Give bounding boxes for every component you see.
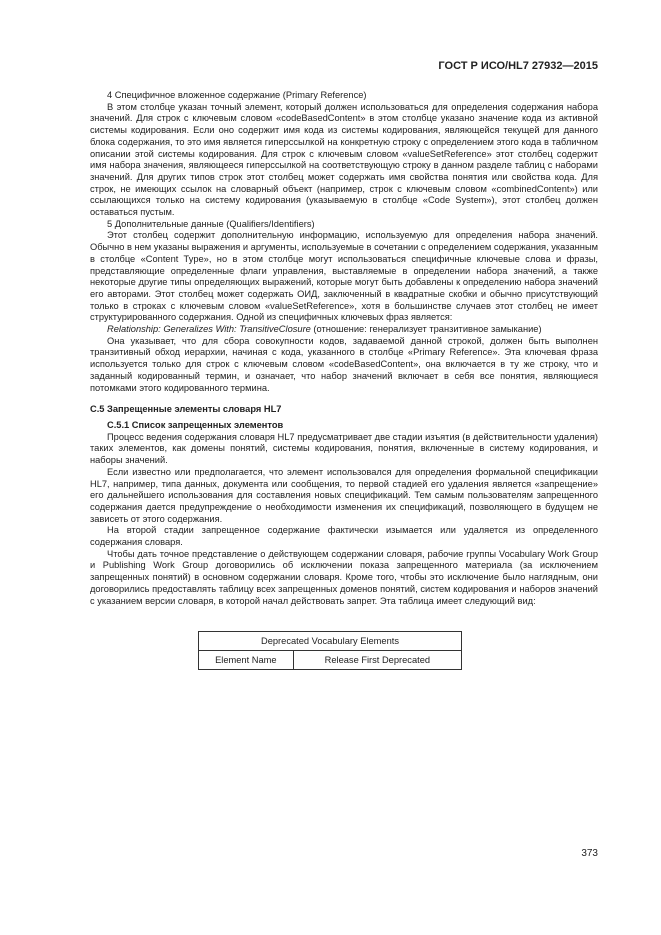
paragraph-primary-reference: В этом столбце указан точный элемент, который должен использоваться для определения содержания набора значений. Для строк с ключевым словом «codeBasedContent» в этом столбце указано значение кода из активной системы кодирования. Если оно содержит имя кода из системы кодирования, являющейся текущей для данного блока содержания, то это имя является гиперссылкой на конкретную строку с определением этого кода в табличном описании этой системы кодирования. Для строк с ключевым словом «valueSetReference» этот столбец содержит имя набора значения, являющееся гиперссылкой на соответствующую строку в данном разделе таблиц с наборами значений. Для других типов строк этот столбец может содержать имя свойства понятия или свойства кода. Для строк, не имеющих ссылок на словарный объект (например, строк с ключевым словом «combinedContent») или ссылающихся только на систему кодирования (указываемую в столбце «Code System»), этот столбец должен оставаться пустым. [90, 101, 598, 218]
paragraph-first-stage: Если известно или предполагается, что элемент использовался для определения формальной спецификации HL7, например, типа данных, документа или сообщения, то первой стадией его удаления является «запрещение» его дальнейшего использования для составления новых спецификаций. Тем самым пользователям запрещенного содержания дается предупреждение о необходимости изменения их спецификаций, позволяющего в будущем не зависеть от этого содержания. [90, 466, 598, 524]
paragraph-qualifiers: Этот столбец содержит дополнительную информацию, используемую для определения набора значений. Обычно в нем указаны выражения и аргументы, используемые в сочетании с определением содержания, указанным в столбце «Content Type», но в этом столбце могут использоваться специфичные ключевые слова и фразы, представляющие определенные флаги управления, выставляемые в определении набора значений, а также некоторые другие типы определяющих выражений, которые могут быть добавлены к определению набора значений его авторами. Этот столбец может содержать ОИД, заключенный в квадратные скобки и обычно присутствующий только в строках с ключевым словом «valueSetReference», хотя в большинстве случаев этот столбец не имеет структурированного содержания. Одной из специфичных ключевых фраз является: [90, 230, 599, 323]
table-title-row [199, 632, 462, 651]
table-title: Deprecated Vocabulary Elements [199, 632, 462, 651]
item-5-title: 5 Дополнительные данные (Qualifiers/Identifiers) [107, 218, 315, 229]
document-header: ГОСТ Р ИСО/HL7 27932—2015 [438, 60, 598, 72]
key-phrase-translation: (отношение: генерализует транзитивное замыкание) [310, 324, 542, 335]
key-phrase-italic: Relationship: Generalizes With: TransitiveClosure [107, 324, 311, 335]
page-number: 373 [581, 848, 598, 859]
subsection-heading: С.5.1 Список запрещенных элементов [107, 419, 284, 430]
paragraph-table-intro: Чтобы дать точное представление о действующем содержании словаря, рабочие группы Vocabulary Work Group и Publishing Work Group договорились об исключении показа запрещенного материала (за исключением запрещенных понятий) в основном содержании словаря. Кроме того, чтобы это исключение было наглядным, они договорились предоставлять таблицу всех запрещенных доменов понятий, систем кодирования и наборов значений с указанием версии словаря, в которой начал действовать запрет. Эта таблица имеет следующий вид: [90, 548, 598, 606]
main-text [90, 90, 598, 607]
item-4-title: 4 Специфичное вложенное содержание (Primary Reference) [107, 90, 367, 100]
column-element-name: Element Name [199, 651, 294, 670]
paragraph-second-stage: На второй стадии запрещенное содержание фактически изымается или удаляется из определенного содержания словаря. [90, 525, 598, 548]
table-header-row [199, 651, 462, 670]
paragraph-process: Процесс ведения содержания словаря HL7 предусматривает две стадии изъятия (в действительности удаления) таких элементов, как домены понятий, системы кодирования, понятия, включенные в систему кодирования, и наборы значений. [90, 431, 598, 466]
deprecated-elements-table [198, 631, 462, 670]
key-phrase [90, 324, 598, 336]
column-release-deprecated: Release First Deprecated [293, 651, 461, 670]
section-heading: С.5 Запрещенные элементы словаря HL7 [90, 404, 282, 415]
paragraph-transitive: Она указывает, что для сбора совокупности кодов, задаваемой данной строкой, должен быть выполнен транзитивный обход иерархии, начиная с кода, указанного в столбце «Primary Reference». Эта ключевая фраза используется только для строк с ключевым словом «codeBasedContent», она включается в ту же строку, что и заданный кодированный термин, и означает, что набор значений включает в себя все понятия, являющиеся потомками этого кодированного термина. [90, 335, 598, 393]
